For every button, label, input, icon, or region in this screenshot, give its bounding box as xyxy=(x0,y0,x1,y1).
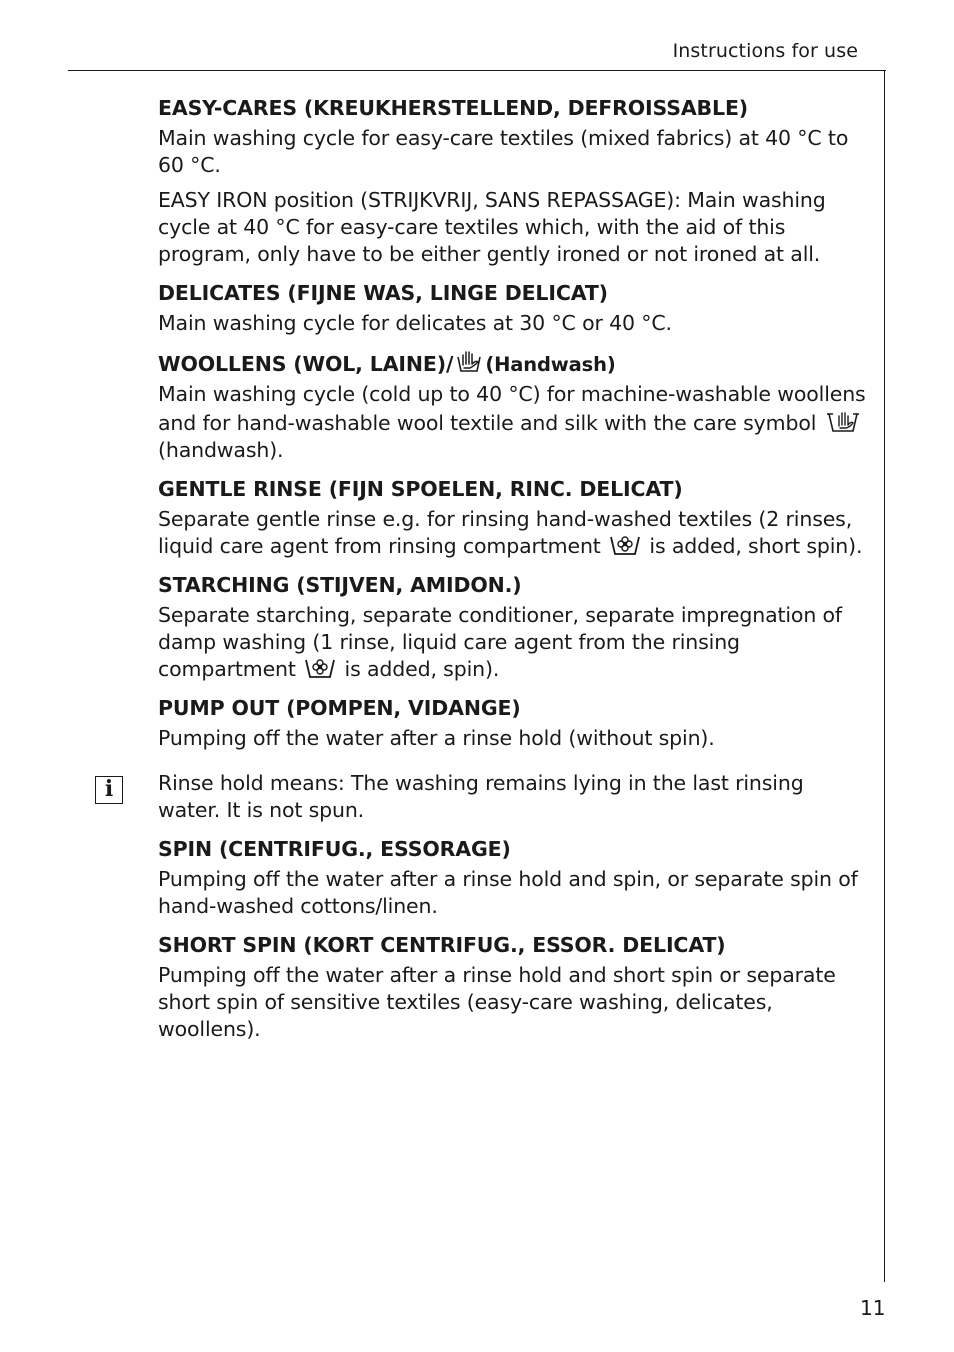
section-body-easy-iron: EASY IRON position (STRIJKVRIJ, SANS REPASSAGE): Main washing cycle at 40 °C for easy-care textiles which, with the aid of this program, only have to be either gently ironed or not ironed at all. xyxy=(158,188,826,266)
section-title-easy-cares: EASY-CARES (KREUKHERSTELLEND, DEFROISSABLE) xyxy=(158,96,749,120)
running-header: Instructions for use xyxy=(672,40,858,62)
info-icon: i xyxy=(95,776,123,804)
info-note xyxy=(104,770,868,824)
woollens-body-suffix: (handwash). xyxy=(158,438,284,462)
section-title-spin: SPIN (CENTRIFUG., ESSORAGE) xyxy=(158,837,511,861)
section-body-pump-out: Pumping off the water after a rinse hold (without spin). xyxy=(158,726,715,750)
woollens-title-text: WOOLLENS (WOL, LAINE)/ xyxy=(158,352,454,376)
starching-body-text: Separate starching, separate conditioner, separate impregnation of damp washing (1 rinse, liquid care agent from the rinsing compartment xyxy=(158,603,842,681)
section-body-spin: Pumping off the water after a rinse hold and spin, or separate spin of hand-washed cottons/linen. xyxy=(158,867,858,918)
handwash-icon xyxy=(455,349,483,375)
gentle-rinse-body-text: Separate gentle rinse e.g. for rinsing hand-washed textiles (2 rinses, liquid care agent from rinsing compartment xyxy=(158,507,853,558)
info-note-text: Rinse hold means: The washing remains lying in the last rinsing water. It is not spun. xyxy=(158,771,804,822)
page-number: 11 xyxy=(860,1296,886,1320)
gentle-rinse-body-suffix: is added, short spin). xyxy=(649,534,863,558)
handwash-care-icon xyxy=(825,408,861,434)
woollens-title-suffix: (Handwash) xyxy=(485,353,616,376)
section-body-woollens xyxy=(158,381,868,464)
section-body-starching xyxy=(158,602,868,683)
woollens-body-text: Main washing cycle (cold up to 40 °C) for machine-washable woollens and for hand-washable wool textile and silk with the care symbol xyxy=(158,382,866,435)
section-title-delicates: DELICATES (FIJNE WAS, LINGE DELICAT) xyxy=(158,281,608,305)
section-title-starching: STARCHING (STIJVEN, AMIDON.) xyxy=(158,573,522,597)
section-body-delicates: Main washing cycle for delicates at 30 °C or 40 °C. xyxy=(158,311,672,335)
section-title-pump-out: PUMP OUT (POMPEN, VIDANGE) xyxy=(158,696,521,720)
section-title-gentle-rinse: GENTLE RINSE (FIJN SPOELEN, RINC. DELICAT) xyxy=(158,477,683,501)
section-body-easy-cares: Main washing cycle for easy-care textiles (mixed fabrics) at 40 °C to 60 °C. xyxy=(158,126,849,177)
header-rule xyxy=(68,70,886,71)
section-body-short-spin: Pumping off the water after a rinse hold and short spin or separate short spin of sensitive textiles (easy-care washing, delicates, woollens). xyxy=(158,963,836,1041)
softener-compartment-icon xyxy=(609,533,641,557)
page-content xyxy=(104,95,868,1043)
section-body-gentle-rinse xyxy=(158,506,868,560)
starching-body-suffix: is added, spin). xyxy=(344,657,500,681)
softener-compartment-icon-2 xyxy=(304,656,336,680)
margin-rule xyxy=(884,70,885,1282)
section-title-woollens xyxy=(158,349,868,378)
section-title-short-spin: SHORT SPIN (KORT CENTRIFUG., ESSOR. DELICAT) xyxy=(158,933,726,957)
